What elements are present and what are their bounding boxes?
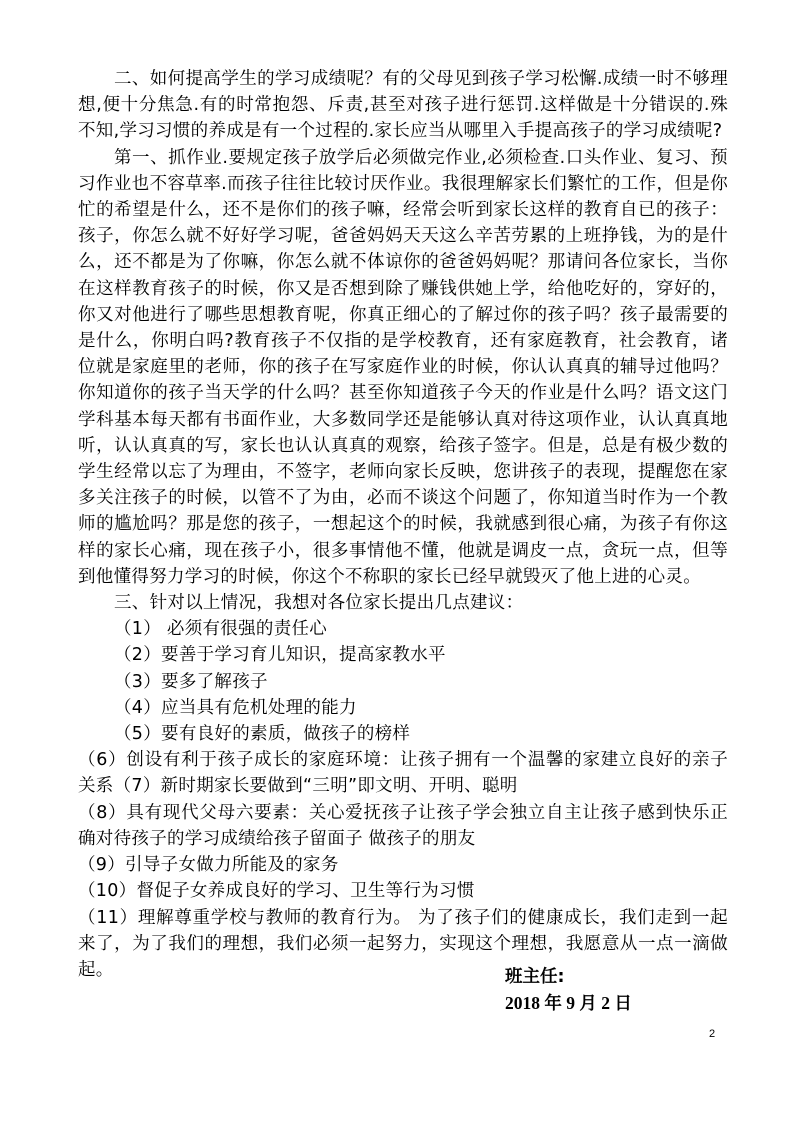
list-item: （5）要有良好的素质，做孩子的榜样 [114,724,411,745]
list-item: （8）具有现代父母六要素：关心爱抚孩子让孩子学会独立自主让孩子感到快乐正确对待孩子的学习成绩给孩子留面子 做孩子的朋友 [78,802,728,849]
list-item: （10）督促子女养成良好的学习、卫生等行为习惯 [78,881,475,902]
list-item: （1） 必须有很强的责任心 [114,619,328,640]
list-item: （6）创设有利于孩子成长的家庭环境：让孩子拥有一个温馨的家建立良好的亲子关系（7）新时期家长要做到“三明”即文明、开明、聪明 [78,750,728,797]
list-item: （9）引导子女做力所能及的家务 [78,855,339,876]
page-number: 2 [709,1028,716,1040]
signature-date: 2018 年 9 月 2 日 [505,993,632,1014]
suggestion-list [78,616,728,983]
list-item: （3）要多了解孩子 [114,671,268,692]
paragraph-section-three: 三、针对以上情况，我想对各位家长提出几点建议： [114,593,524,614]
document-body [78,66,728,983]
signature-block [505,964,632,1016]
list-item: （2）要善于学习育儿知识，提高家教水平 [114,645,446,666]
list-item: （4）应当具有危机处理的能力 [114,697,357,718]
paragraph-homework: 第一、抓作业.要规定孩子放学后必须做完作业,必须检查.口头作业、复习、预习作业也不容草率.而孩子往往比较讨厌作业。我很理解家长们繁忙的工作，但是你忙的希望是什么，还不是你们的孩子嘛，经常会听到家长这样的教育自已的孩子：孩子，你怎么就不好好学习呢，爸爸妈妈天天这么辛苦劳累的上班挣钱，为的是什么，还不都是为了你嘛，你怎么就不体谅你的爸爸妈妈呢？那请问各位家长，当你在这样教育孩子的时候，你又是否想到除了赚钱供她上学，给他吃好的，穿好的，你又对他进行了哪些思想教育呢，你真正细心的了解过你的孩子吗？孩子最需要的是什么，你明白吗?教育孩子不仅指的是学校教育，还有家庭教育，社会教育，诸位就是家庭里的老师，你的孩子在写家庭作业的时候，你认认真真的辅导过他吗？你知道你的孩子当天学的什么吗？甚至你知道孩子今天的作业是什么吗？语文这门学科基本每天都有书面作业，大多数同学还是能够认真对待这项作业，认认真真地听，认认真真的写，家长也认认真真的观察，给孩子签字。但是，总是有极少数的学生经常以忘了为理由，不签字，老师向家长反映，您讲孩子的表现，提醒您在家多关注孩子的时候，以管不了为由，必而不谈这个问题了，你知道当时作为一个教师的尴尬吗？那是您的孩子，一想起这个的时候，我就感到很心痛，为孩子有你这样的家长心痛，现在孩子小，很多事情他不懂，他就是调皮一点，贪玩一点，但等到他懂得努力学习的时候，你这个不称职的家长已经早就毁灭了他上进的心灵。 [78,147,728,587]
signature-role: 班主任: [505,967,565,987]
paragraph-section-two: 二、如何提高学生的学习成绩呢？有的父母见到孩子学习松懈.成绩一时不够理想,便十分焦急.有的时常抱怨、斥责,甚至对孩子进行惩罚.这样做是十分错误的.殊不知,学习习惯的养成是有一个过程的.家长应当从哪里入手提高孩子的学习成绩呢? [78,69,728,142]
list-item: （11）理解尊重学校与教师的教育行为。 为了孩子们的健康成长，我们走到一起来了，为了我们的理想，我们必须一起努力，实现这个理想，我愿意从一点一滴做起。 [78,907,728,980]
